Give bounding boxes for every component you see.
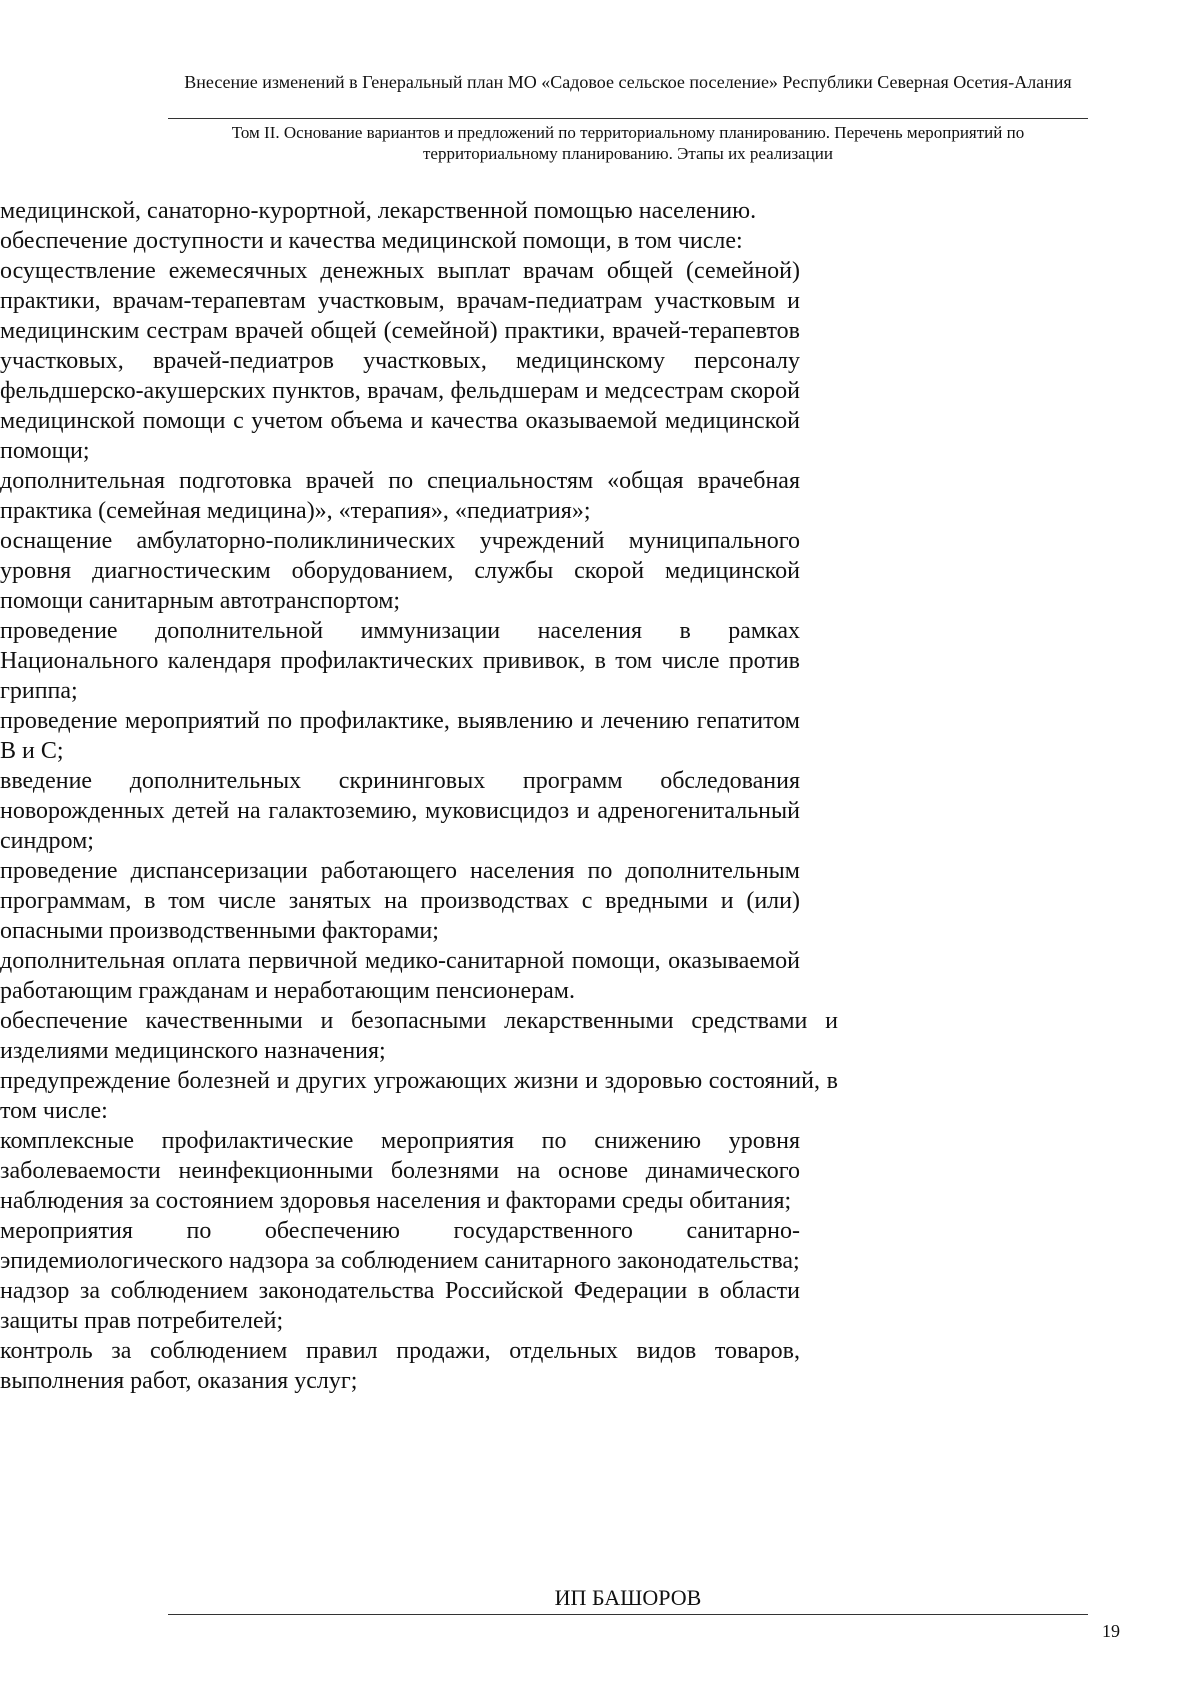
numbered-item <box>0 526 800 616</box>
item-text: контроль за соблюдением правил продажи, отдельных видов товаров, выполнения работ, оказания услуг; <box>0 1338 800 1394</box>
item-text: осуществление ежемесячных денежных выплат врачам общей (семейной) практики, врачам-терапевтам участковым, врачам-педиатрам участковым и медицинским сестрам врачей общей (семейной) практики, врачей-терапевтов участковых, врачей-педиатров участковых, медицинскому персоналу фельдшерско-акушерских пунктов, врачам, фельдшерам и медсестрам скорой медицинской помощи с учетом объема и качества оказываемой медицинской помощи; <box>0 258 800 464</box>
header-title: Внесение изменений в Генеральный план МО «Садовое сельское поселение» Республики Северная Осетия-Алания <box>184 72 1072 92</box>
paragraph-continuation: медицинской, санаторно-курортной, лекарственной помощью населению. <box>0 198 757 224</box>
item-text: оснащение амбулаторно-поликлинических учреждений муниципального уровня диагностическим оборудованием, службы скорой медицинской помощи санитарным автотранспортом; <box>0 528 800 614</box>
numbered-item <box>0 946 800 1006</box>
footer-divider <box>168 1614 1088 1615</box>
numbered-item <box>0 1126 800 1216</box>
item-text: проведение диспансеризации работающего населения по дополнительным программам, в том числе занятых на производствах с вредными и (или) опасными производственными факторами; <box>0 858 800 944</box>
item-text: проведение мероприятий по профилактике, выявлению и лечению гепатитом В и С; <box>0 708 800 764</box>
bullet-text: обеспечение качественными и безопасными лекарственными средствами и изделиями медицинского назначения; <box>0 1008 838 1064</box>
numbered-item <box>0 256 800 466</box>
numbered-item <box>0 856 800 946</box>
numbered-item <box>0 616 800 706</box>
page-number: 19 <box>1102 1621 1120 1641</box>
numbered-item <box>0 706 800 766</box>
bullet-item <box>0 226 838 256</box>
document-body <box>0 196 1200 1396</box>
item-text: дополнительная оплата первичной медико-санитарной помощи, оказываемой работающим гражданам и неработающим пенсионерам. <box>0 948 800 1004</box>
numbered-item <box>0 1216 800 1276</box>
item-text: надзор за соблюдением законодательства Российской Федерации в области защиты прав потребителей; <box>0 1278 800 1334</box>
bullet-item <box>0 1066 838 1126</box>
item-text: введение дополнительных скрининговых программ обследования новорожденных детей на галактоземию, муковисцидоз и адреногенитальный синдром; <box>0 768 800 854</box>
item-text: комплексные профилактические мероприятия по снижению уровня заболеваемости неинфекционными болезнями на основе динамического наблюдения за состоянием здоровья населения и факторами среды обитания; <box>0 1128 800 1214</box>
numbered-item <box>0 766 800 856</box>
numbered-item <box>0 466 800 526</box>
bullet-text: обеспечение доступности и качества медицинской помощи, в том числе: <box>0 228 743 254</box>
header-divider <box>168 118 1088 119</box>
footer-company: ИП БАШОРОВ <box>554 1585 702 1610</box>
item-text: дополнительная подготовка врачей по специальностям «общая врачебная практика (семейная медицина)», «терапия», «педиатрия»; <box>0 468 800 524</box>
numbered-item <box>0 1336 800 1396</box>
item-text: проведение дополнительной иммунизации населения в рамках Национального календаря профилактических прививок, в том числе против гриппа; <box>0 618 800 704</box>
bullet-item <box>0 1006 838 1066</box>
header-subtitle: Том II. Основание вариантов и предложений по территориальному планированию. Перечень мероприятий по территориальному планированию. Этапы их реализации <box>231 123 1025 163</box>
bullet-text: предупреждение болезней и других угрожающих жизни и здоровью состояний, в том числе: <box>0 1068 838 1124</box>
numbered-item <box>0 1276 800 1336</box>
item-text: мероприятия по обеспечению государственного санитарно-эпидемиологического надзора за соблюдением санитарного законодательства; <box>0 1218 800 1274</box>
